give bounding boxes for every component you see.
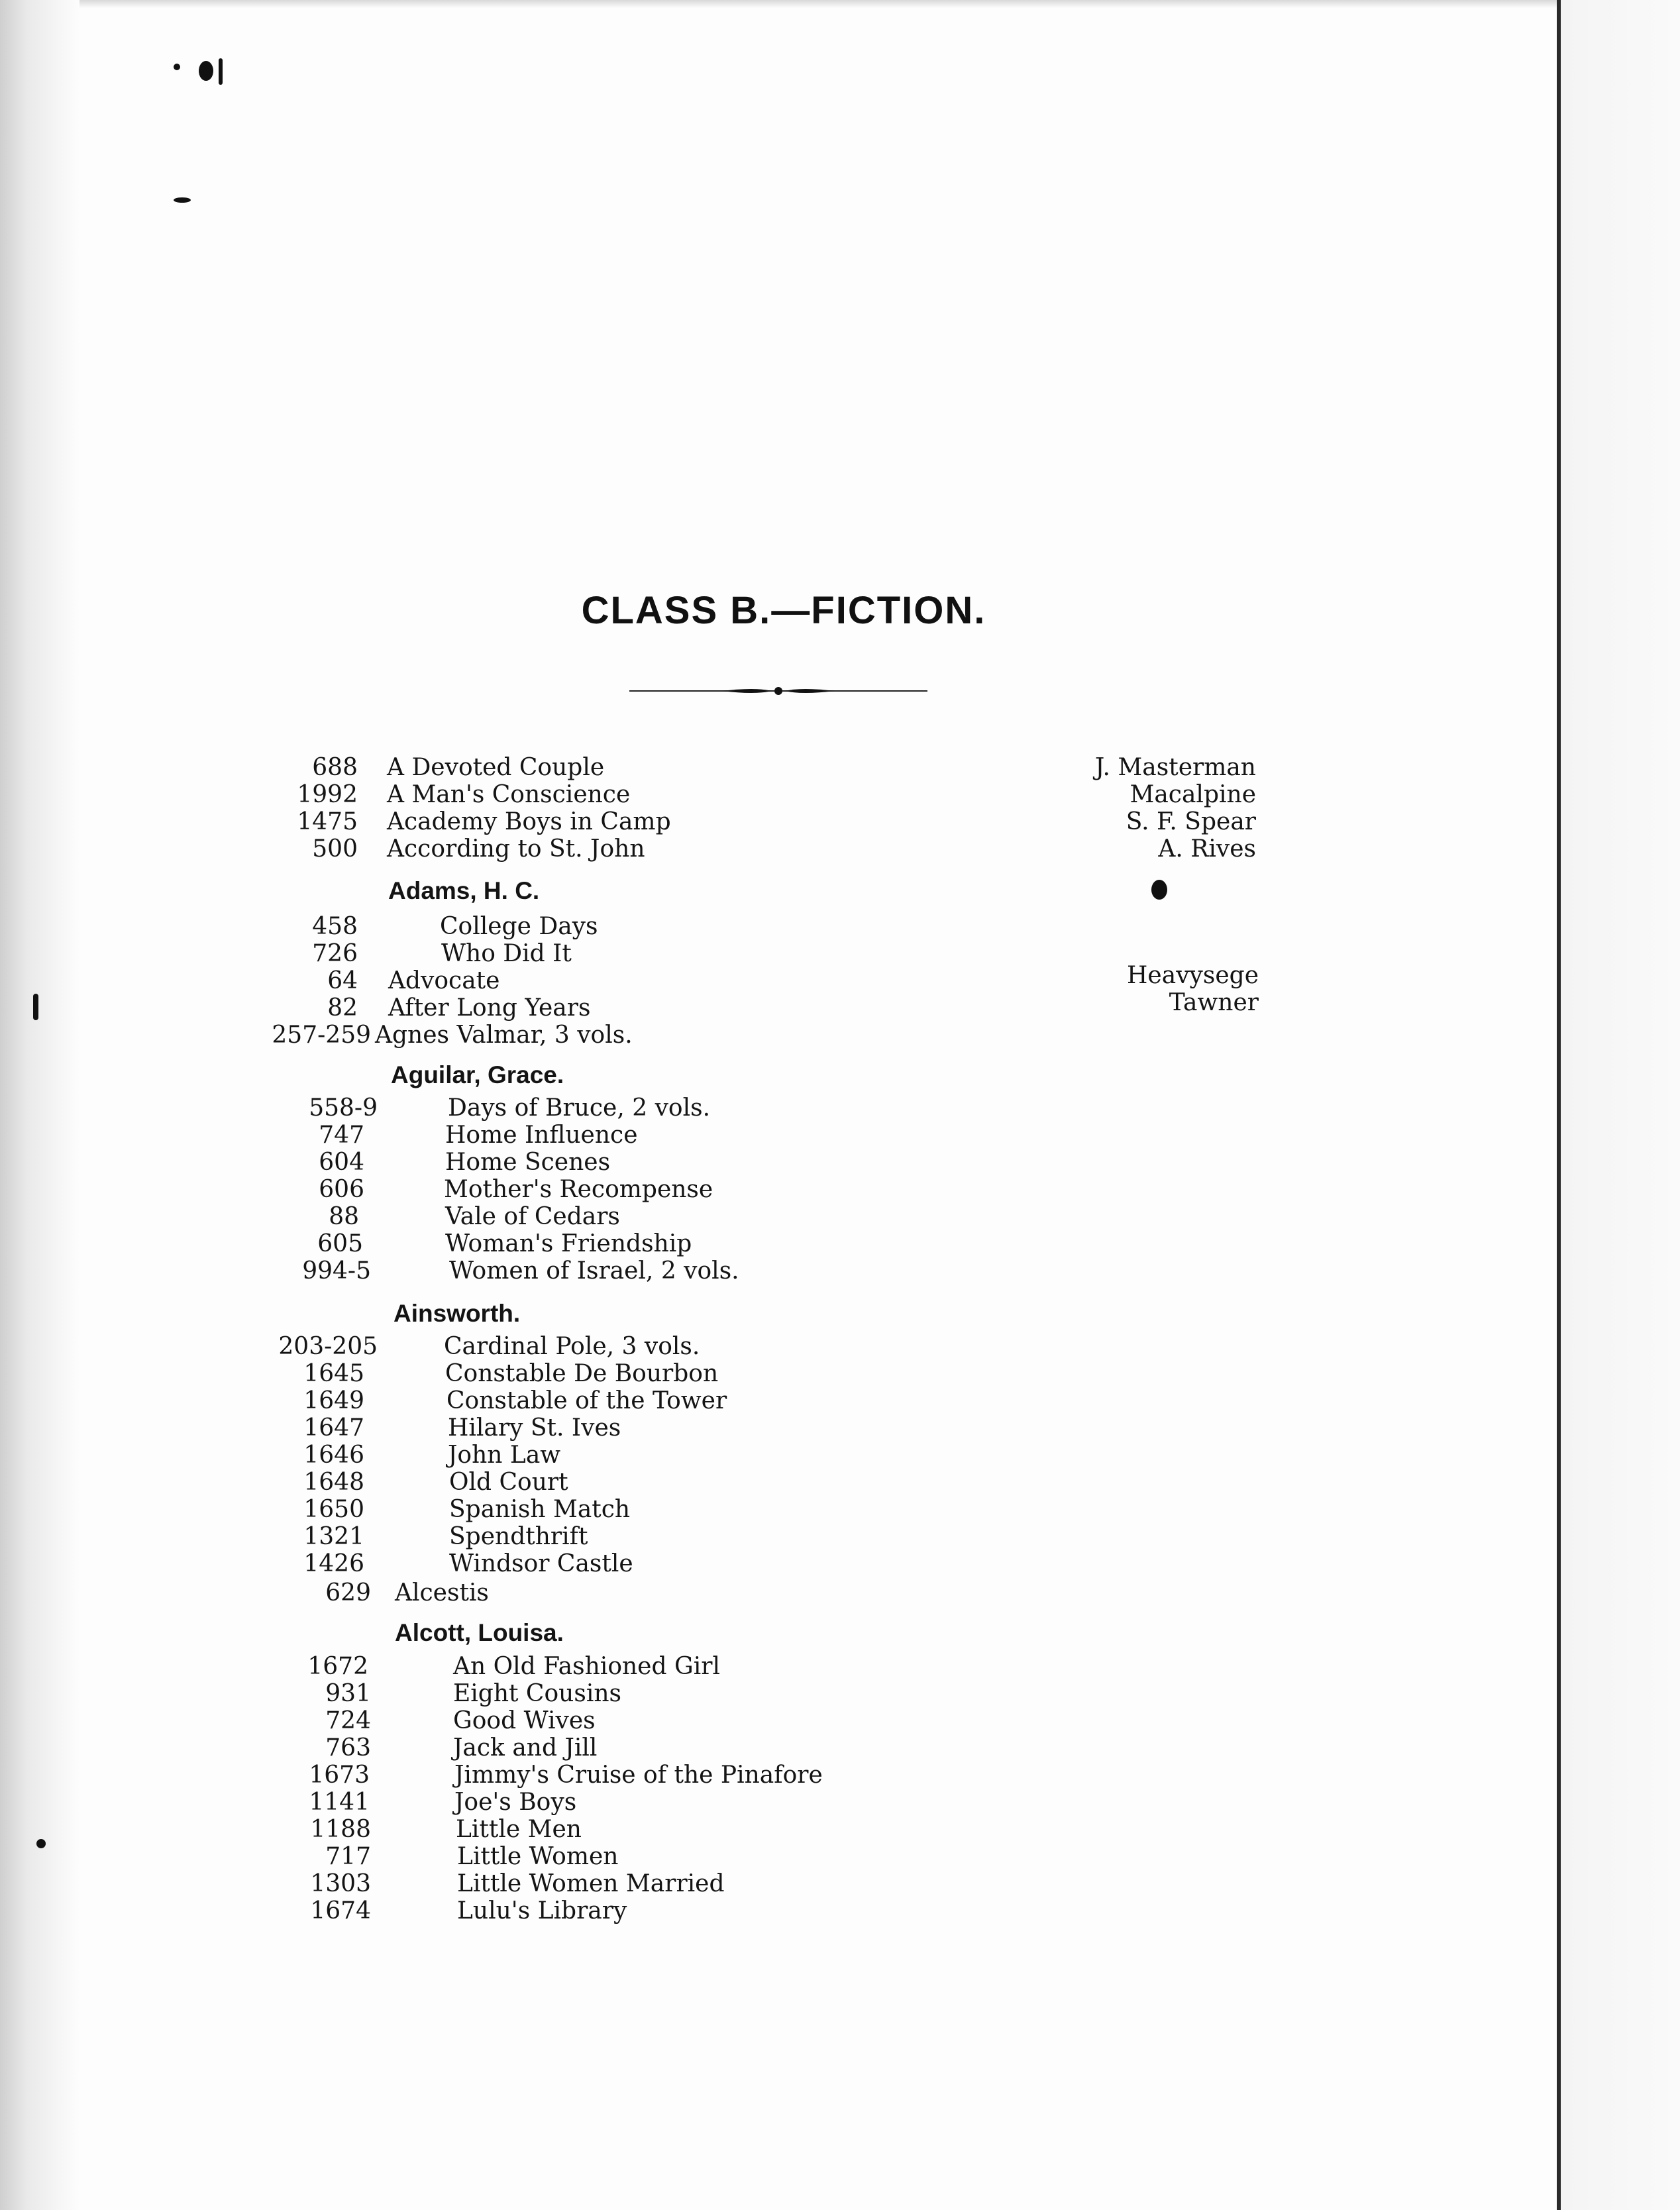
page-top-edge (79, 0, 1557, 8)
list-item: 1648 Old Court (303, 1469, 568, 1496)
list-item: 1475 Academy Boys in Camp (297, 808, 671, 835)
ink-speck (36, 1839, 46, 1848)
ink-speck (219, 58, 223, 85)
list-item: 1303 Little Women Married (310, 1870, 725, 1897)
list-item: 203-205 Cardinal Pole, 3 vols. (278, 1333, 700, 1360)
list-item: 724 Good Wives (325, 1707, 596, 1734)
author-heading: Alcott, Louisa. (395, 1619, 564, 1646)
author-heading: Adams, H. C. (388, 877, 540, 904)
list-item: 1673 Jimmy's Cruise of the Pinafore (309, 1762, 823, 1789)
list-item: 1646 John Law (303, 1442, 561, 1469)
page-right-margin (1561, 0, 1680, 2210)
list-item: 747 Home Influence (319, 1122, 638, 1149)
ink-speck (174, 64, 180, 70)
list-item: 82 After Long Years (327, 994, 591, 1022)
list-item: 88 Vale of Cedars (329, 1203, 620, 1230)
list-item: 1650 Spanish Match (303, 1496, 631, 1523)
author: J. Masterman (1094, 754, 1256, 781)
list-item: 1672 An Old Fashioned Girl (307, 1653, 720, 1680)
author: Heavysege (1127, 962, 1259, 989)
list-item: 604 Home Scenes (319, 1149, 611, 1176)
list-item: 605 Woman's Friendship (317, 1230, 692, 1257)
list-item: 458 College Days (312, 913, 598, 940)
author-heading: Ainsworth. (394, 1300, 521, 1327)
author-heading: Aguilar, Grace. (391, 1061, 564, 1088)
list-item: 688 A Devoted Couple (312, 754, 605, 781)
list-item: 1426 Windsor Castle (303, 1550, 633, 1577)
list-item: 763 Jack and Jill (325, 1734, 598, 1762)
list-item: 717 Little Women (325, 1843, 619, 1870)
list-item: 629 Alcestis (325, 1579, 489, 1606)
list-item: 1188 Little Men (310, 1816, 582, 1843)
list-item: 726 Who Did It (312, 940, 572, 967)
author: Macalpine (1129, 781, 1256, 808)
list-item: 257-259 Agnes Valmar, 3 vols. (272, 1022, 633, 1049)
list-item: 606 Mother's Recompense (319, 1176, 713, 1203)
ink-speck (1151, 880, 1167, 900)
list-item: 1141 Joe's Boys (309, 1789, 577, 1816)
ink-speck (199, 61, 213, 81)
page-title: CLASS B.—FICTION. (581, 589, 986, 632)
list-item: 1992 A Man's Conscience (297, 781, 631, 808)
list-item: 1649 Constable of the Tower (303, 1387, 727, 1414)
list-item: 64 Advocate (327, 967, 500, 994)
author: Tawner (1169, 989, 1259, 1016)
author: S. F. Spear (1126, 808, 1256, 835)
page-left-edge (0, 0, 79, 2210)
ornament-divider (629, 681, 927, 701)
list-item: 1645 Constable De Bourbon (303, 1360, 719, 1387)
list-item: 1647 Hilary St. Ives (303, 1414, 621, 1442)
list-item: 1674 Lulu's Library (310, 1897, 627, 1924)
ink-speck (33, 994, 38, 1020)
list-item: 500 According to St. John (312, 835, 645, 863)
list-item: 558-9 Days of Bruce, 2 vols. (309, 1094, 711, 1122)
list-item: 931 Eight Cousins (325, 1680, 621, 1707)
list-item: 1321 Spendthrift (303, 1523, 588, 1550)
ink-speck (174, 197, 191, 203)
author: A. Rives (1158, 835, 1256, 863)
list-item: 994-5 Women of Israel, 2 vols. (302, 1257, 739, 1285)
